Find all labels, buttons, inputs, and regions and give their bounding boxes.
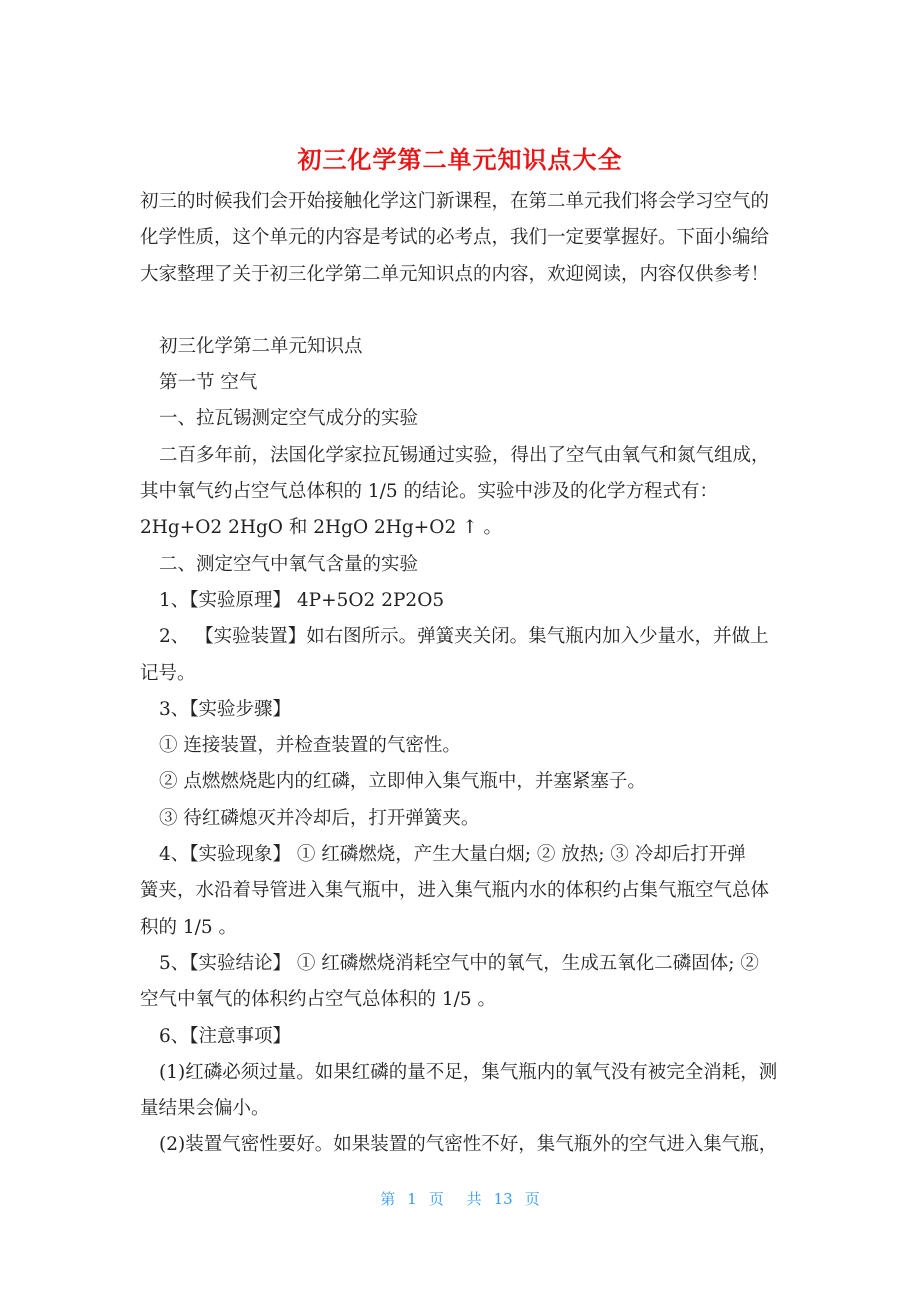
footer-prefix: 第	[380, 1190, 396, 1208]
body-line: 4、【实验现象】 ① 红磷燃烧，产生大量白烟; ② 放热; ③ 冷却后打开弹	[159, 844, 746, 866]
footer-mid: 页 共	[428, 1190, 482, 1208]
body-line: 3、【实验步骤】	[159, 698, 292, 720]
body-line: 量结果会偏小。	[140, 1098, 270, 1120]
body-line: 初三化学第二单元知识点	[159, 335, 363, 357]
body-line: 2、 【实验装置】如右图所示。弹簧夹关闭。集气瓶内加入少量水，并做上	[159, 626, 769, 648]
intro-line: 大家整理了关于初三化学第二单元知识点的内容，欢迎阅读，内容仅供参考！	[140, 263, 770, 285]
body-line: 空气中氧气的体积约占空气总体积的 1/5 。	[140, 989, 497, 1011]
footer-suffix: 页	[524, 1190, 540, 1208]
body-line: 5、【实验结论】 ① 红磷燃烧消耗空气中的氧气，生成五氧化二磷固体; ②	[159, 952, 759, 974]
intro-line: 初三的时候我们会开始接触化学这门新课程，在第二单元我们将会学习空气的	[140, 191, 770, 212]
body-line: 簧夹，水沿着导管进入集气瓶中，进入集气瓶内水的体积约占集气瓶空气总体	[140, 880, 770, 902]
document-body	[140, 184, 790, 1164]
body-line: ① 连接装置，并检查装置的气密性。	[159, 735, 461, 757]
body-line: (1)红磷必须过量。如果红磷的量不足，集气瓶内的氧气没有被完全消耗，测	[159, 1061, 778, 1083]
body-line: ③ 待红磷熄灭并冷却后，打开弹簧夹。	[159, 807, 480, 829]
body-line: 2Hg+O2 2HgO 和 2HgO 2Hg+O2 ↑ 。	[140, 517, 502, 539]
footer-total-pages: 13	[493, 1190, 513, 1208]
body-line: (2)装置气密性要好。如果装置的气密性不好，集气瓶外的空气进入集气瓶，	[159, 1134, 778, 1156]
body-line: 一、拉瓦锡测定空气成分的实验	[159, 408, 419, 430]
intro-paragraph	[140, 184, 790, 293]
body-line: 积的 1/5 。	[140, 916, 238, 938]
body-line: 6、【注意事项】	[159, 1025, 292, 1047]
body-line: 二百多年前，法国化学家拉瓦锡通过实验，得出了空气由氧气和氮气组成，	[159, 444, 770, 466]
body-line: 记号。	[140, 662, 196, 684]
body-lines	[140, 329, 790, 1164]
body-line: 其中氧气约占空气总体积的 1/5 的结论。实验中涉及的化学方程式有：	[140, 481, 719, 503]
body-line: 第一节 空气	[159, 372, 258, 394]
spacer	[140, 293, 790, 329]
body-line: ② 点燃燃烧匙内的红磷，立即伸入集气瓶中，并塞紧塞子。	[159, 771, 646, 793]
page-footer	[0, 1188, 920, 1209]
document-title: 初三化学第二单元知识点大全	[297, 146, 623, 174]
body-line: 1、【实验原理】 4P+5O2 2P2O5	[159, 589, 445, 611]
intro-line: 化学性质，这个单元的内容是考试的必考点，我们一定要掌握好。下面小编给	[140, 227, 770, 249]
body-line: 二、测定空气中氧气含量的实验	[159, 553, 419, 575]
footer-page-number: 1	[407, 1190, 417, 1208]
